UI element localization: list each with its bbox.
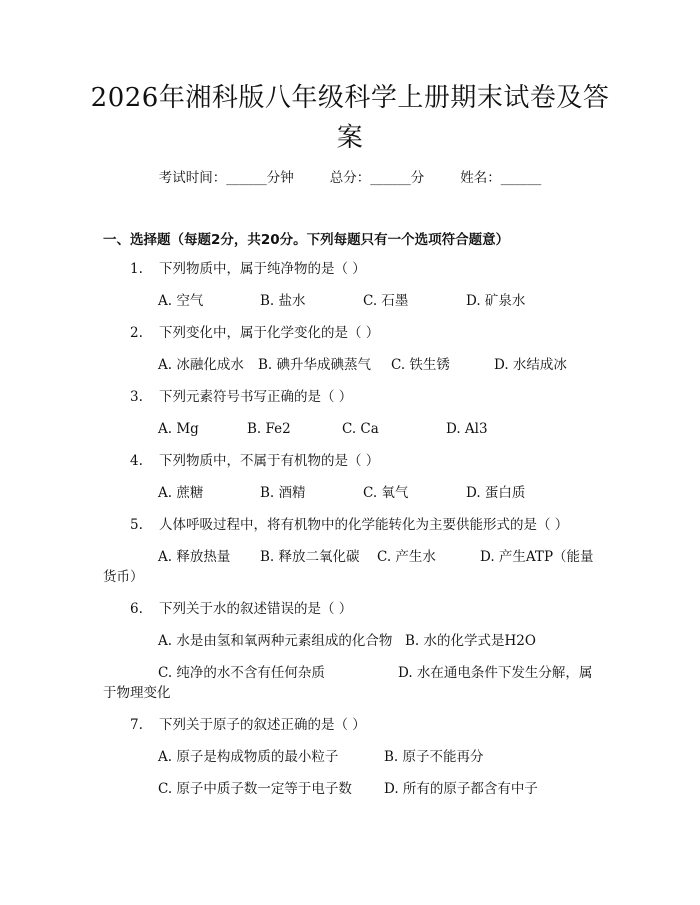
option-a: A. Mg (158, 421, 199, 437)
option-a: A. 空气 (158, 293, 204, 309)
option-b: B. 酒精 (260, 485, 306, 501)
option-c: C. Ca (342, 421, 379, 437)
question-number: 1. (130, 261, 143, 277)
question-3 (130, 387, 352, 407)
question-1-options (158, 291, 608, 311)
question-number: 4. (130, 453, 143, 469)
option-c: C. 石墨 (363, 293, 409, 309)
question-5-options (158, 547, 608, 567)
title-line-1: 2026年湘科版八年级科学上册期末试卷及答 (90, 83, 610, 113)
option-b: B. 盐水 (260, 293, 306, 309)
question-number: 6. (130, 601, 143, 617)
question-5 (130, 515, 568, 535)
total-score: 总分：______分 (329, 170, 425, 186)
option-c: C. 纯净的水不含有任何杂质 (158, 665, 325, 681)
option-a: A. 原子是构成物质的最小粒子 (158, 749, 339, 765)
option-c: C. 原子中质子数一定等于电子数 (158, 781, 352, 797)
question-2 (130, 323, 379, 343)
section-heading: 一、选择题（每题2分，共20分。下列每题只有一个选项符合题意） (103, 232, 510, 248)
option-b: B. Fe2 (247, 421, 291, 437)
option-c: C. 铁生锈 (391, 357, 450, 373)
question-text: 下列关于原子的叙述正确的是（ ） (159, 717, 366, 733)
question-text: 下列关于水的叙述错误的是（ ） (159, 601, 353, 617)
option-d: D. 水结成冰 (494, 357, 567, 373)
title-line-2: 案 (336, 123, 364, 153)
question-text: 下列物质中，不属于有机物的是（ ） (159, 453, 380, 469)
question-6-option-d-continued: 于物理变化 (103, 685, 171, 701)
question-text: 下列元素符号书写正确的是（ ） (159, 389, 353, 405)
option-d: D. 蛋白质 (466, 485, 526, 501)
exam-info (0, 168, 700, 188)
option-a: A. 水是由氢和氧两种元素组成的化合物 (158, 633, 393, 649)
question-number: 2. (130, 325, 143, 341)
option-b: B. 释放二氧化碳 (260, 549, 360, 565)
option-d: D. 矿泉水 (466, 293, 526, 309)
question-4 (130, 451, 379, 471)
option-d: D. 产生ATP（能量 (480, 549, 594, 565)
question-4-options (158, 483, 608, 503)
question-1 (130, 259, 366, 279)
option-b: B. 碘升华成碘蒸气 (258, 357, 372, 373)
option-c: C. 氧气 (363, 485, 409, 501)
question-2-options (158, 355, 608, 375)
option-a: A. 冰融化成水 (158, 357, 244, 373)
question-7-options-row-1 (158, 747, 608, 767)
option-a: A. 释放热量 (158, 549, 231, 565)
option-b: B. 原子不能再分 (384, 749, 484, 765)
question-6 (130, 599, 352, 619)
question-6-options-row-2 (158, 663, 608, 683)
question-3-options (158, 419, 608, 439)
question-5-option-d-continued: 货币） (103, 569, 144, 585)
question-number: 7. (130, 717, 143, 733)
option-d: D. 所有的原子都含有中子 (384, 781, 538, 797)
exam-time: 考试时间：______分钟 (158, 170, 294, 186)
question-7-options-row-2 (158, 779, 608, 799)
question-number: 3. (130, 389, 143, 405)
option-a: A. 蔗糖 (158, 485, 204, 501)
question-text: 下列变化中，属于化学变化的是（ ） (159, 325, 380, 341)
option-b: B. 水的化学式是H2O (405, 633, 536, 649)
exam-title (80, 78, 620, 158)
option-d: D. Al3 (446, 421, 488, 437)
option-c: C. 产生水 (377, 549, 436, 565)
question-number: 5. (130, 517, 143, 533)
question-text: 人体呼吸过程中，将有机物中的化学能转化为主要供能形式的是（ ） (159, 517, 569, 533)
student-name: 姓名：______ (460, 170, 542, 186)
question-7 (130, 715, 366, 735)
question-6-options-row-1 (158, 631, 608, 651)
option-d: D. 水在通电条件下发生分解，属 (398, 665, 593, 681)
question-text: 下列物质中，属于纯净物的是（ ） (159, 261, 366, 277)
